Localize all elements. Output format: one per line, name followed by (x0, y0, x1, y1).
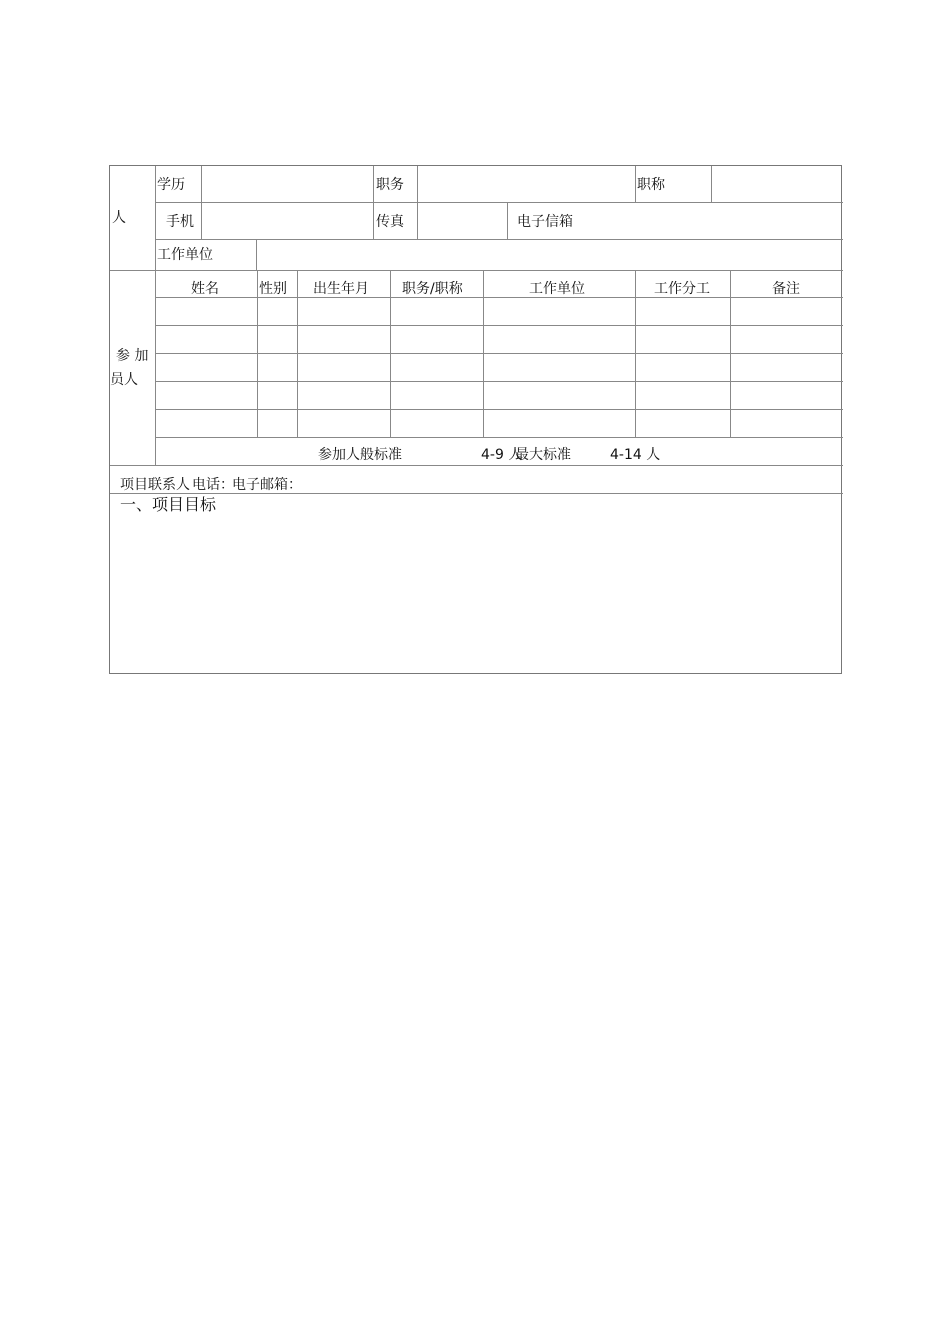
row-divider (155, 409, 843, 410)
column-header-duty: 工作分工 (654, 281, 710, 297)
col-divider (373, 166, 374, 202)
row-divider (155, 381, 843, 382)
col-divider (635, 270, 636, 437)
col-divider (297, 270, 298, 437)
row-divider (155, 297, 843, 298)
col-divider (201, 166, 202, 202)
col-divider (483, 270, 484, 437)
title-label: 职称 (637, 177, 665, 193)
column-header-remarks: 备注 (772, 281, 800, 297)
fax-label: 传真 (376, 214, 404, 230)
col-divider (417, 202, 418, 239)
column-header-name: 姓名 (191, 281, 219, 297)
section-heading-project-goals: 一、项目目标 (120, 495, 217, 514)
col-divider (373, 202, 374, 239)
col-divider (256, 239, 257, 270)
col-divider (635, 166, 636, 202)
row-divider (110, 493, 843, 494)
col-divider (201, 202, 202, 239)
participants-side-label-2: 员人 (110, 372, 138, 388)
leader-side-label: 人 (112, 210, 126, 226)
general-standard-label: 参加人般标准 (318, 447, 402, 463)
row-divider (155, 437, 843, 438)
col-divider (390, 270, 391, 437)
row-divider (155, 353, 843, 354)
column-header-gender: 性别 (259, 281, 287, 297)
project-application-form (109, 165, 842, 674)
email-label: 电子信箱 (517, 214, 573, 230)
column-header-work-unit: 工作单位 (529, 281, 585, 297)
work-unit-label: 工作单位 (157, 247, 213, 263)
education-label: 学历 (157, 177, 185, 193)
col-divider (730, 270, 731, 437)
row-divider (155, 239, 843, 240)
max-standard-range: 4-14 人 (610, 447, 661, 463)
project-goals-content-area[interactable] (111, 518, 840, 672)
position-label: 职务 (376, 177, 404, 193)
email-address-label: 电子邮箱： (232, 477, 302, 493)
general-standard-range: 4-9 人 (481, 447, 523, 463)
mobile-label: 手机 (166, 214, 194, 230)
phone-label: 电话： (192, 477, 234, 493)
row-divider (155, 325, 843, 326)
project-contact-label: 项目联系人 (120, 477, 190, 493)
col-divider (257, 270, 258, 437)
row-divider (155, 202, 843, 203)
col-divider (155, 166, 156, 465)
row-divider (110, 270, 843, 271)
participants-side-label: 参 加 (116, 348, 149, 364)
col-divider (417, 166, 418, 202)
column-header-birth: 出生年月 (313, 281, 369, 297)
col-divider (507, 202, 508, 239)
max-standard-label: 最大标准 (515, 447, 571, 463)
row-divider (110, 465, 843, 466)
col-divider (711, 166, 712, 202)
column-header-position: 职务/职称 (402, 281, 463, 297)
